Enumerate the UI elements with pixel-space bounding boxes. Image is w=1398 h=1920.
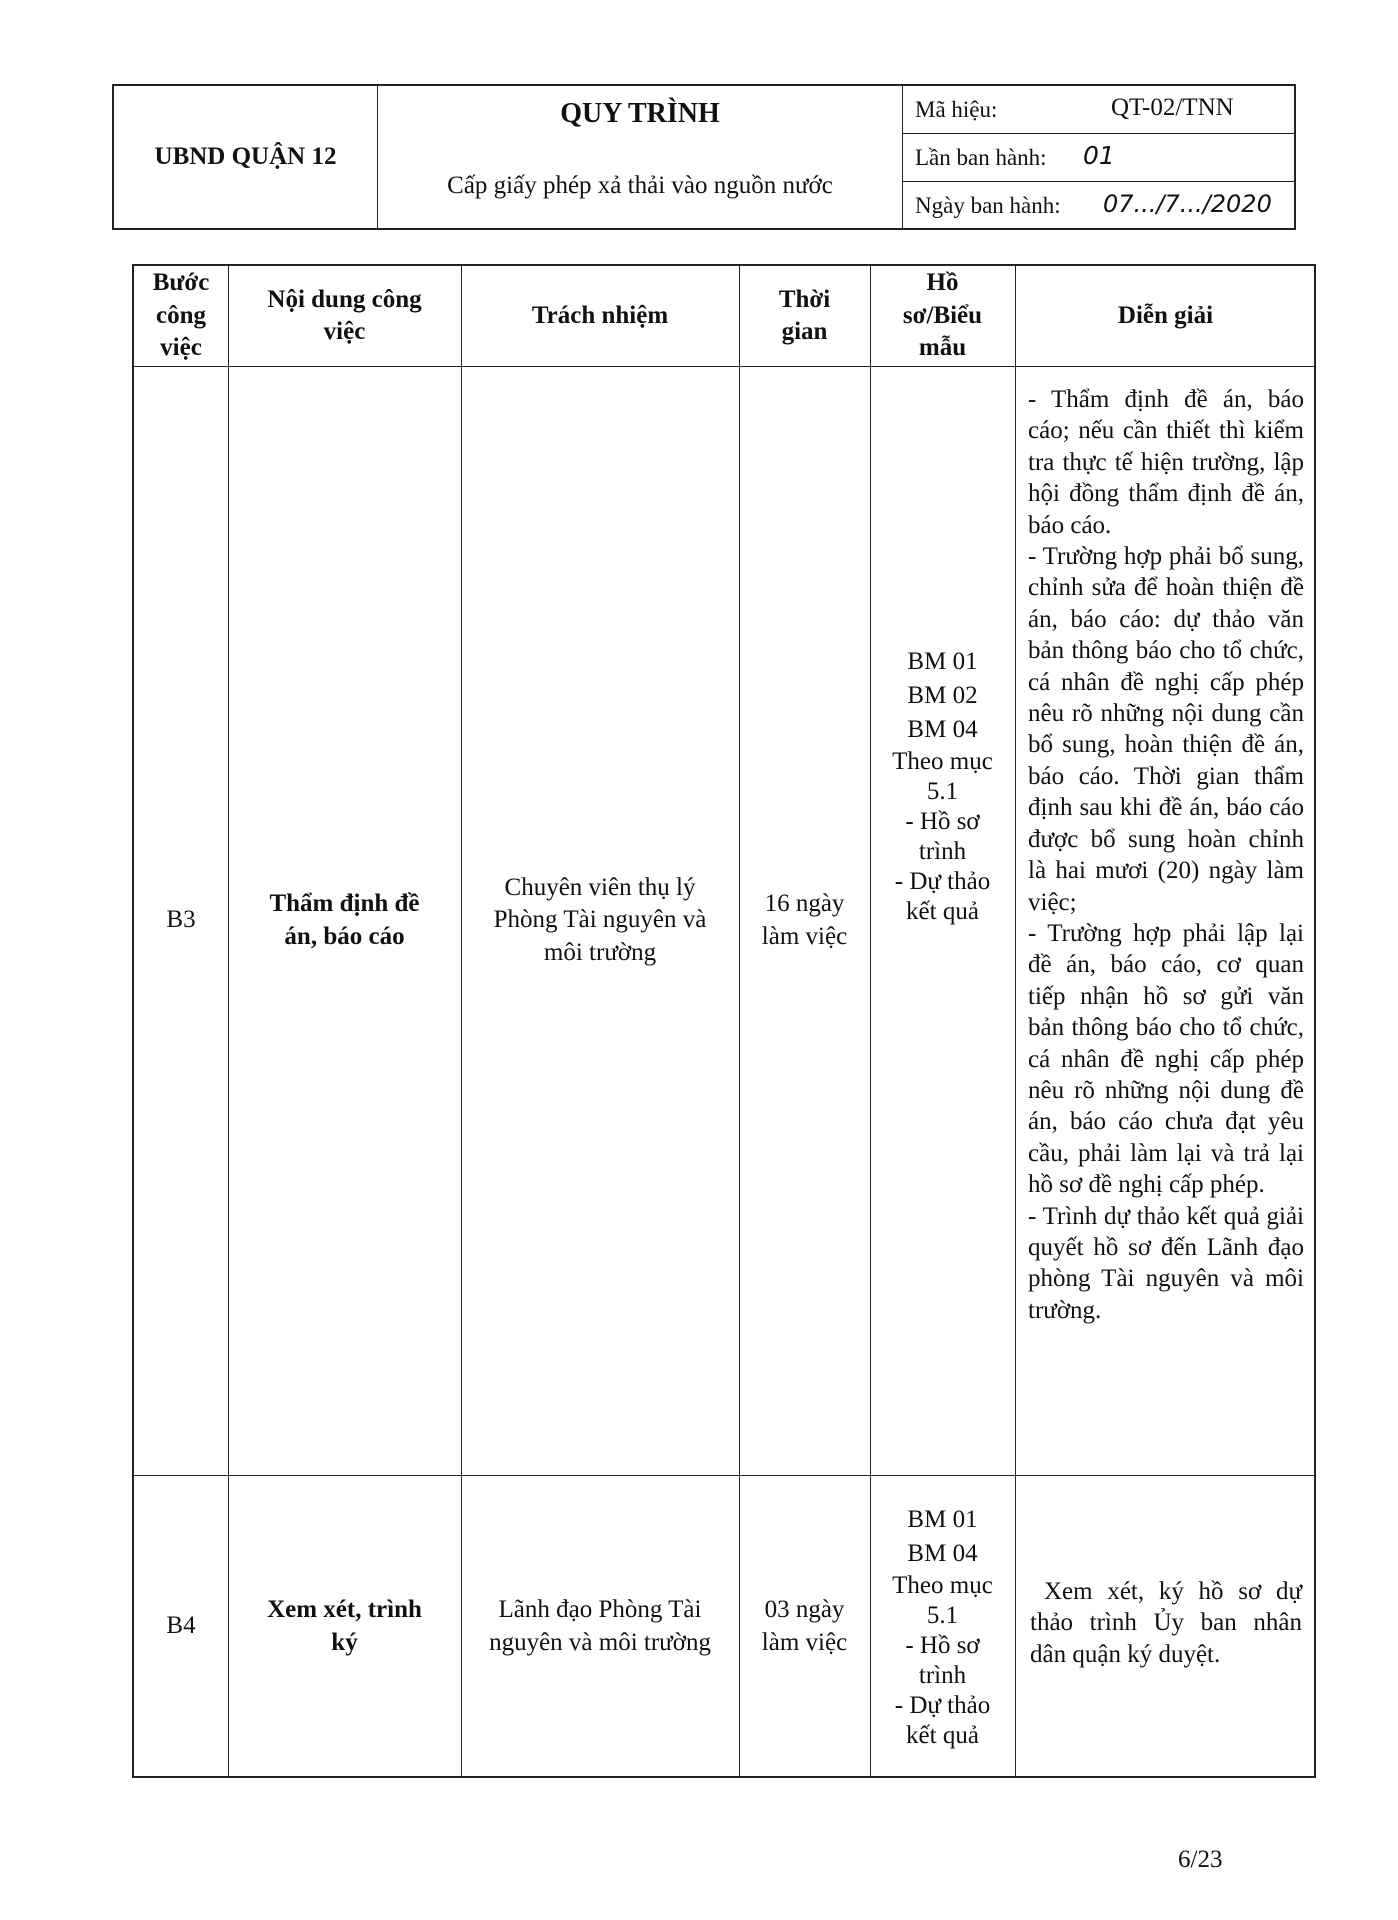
column-header-explanation: Diễn giải: [1117, 301, 1214, 329]
explanation-paragraph: Xem xét, ký hồ sơ dự thảo trình Ủy ban nhân dân quận ký duyệt.: [1030, 1578, 1302, 1668]
date-value: 07.../7.../2020: [1103, 190, 1272, 218]
form-item: BM 04: [907, 716, 978, 743]
code-value: QT-02/TNN: [1111, 94, 1234, 121]
title-cell: [378, 86, 903, 228]
form-item: - Hồ sơ trình: [905, 1631, 980, 1689]
column-header-step: Bước công việc: [152, 269, 210, 362]
column-header-responsibility: Trách nhiệm: [531, 301, 669, 329]
meta-cell: [903, 86, 1294, 228]
document-header: [112, 84, 1296, 230]
page-number: 6/23: [1178, 1846, 1223, 1873]
date-label: Ngày ban hành:: [915, 193, 1061, 218]
date-row: [903, 182, 1294, 230]
form-item: - Hồ sơ trình: [905, 808, 980, 865]
form-item: Theo mục 5.1: [892, 748, 993, 805]
forms-b3: [870, 636, 1015, 936]
procedure-table: [132, 264, 1316, 1778]
responsibility-b3: Chuyên viên thụ lý Phòng Tài nguyên và môi trường: [493, 873, 707, 966]
explanation-paragraph: - Trường hợp phải bổ sung, chỉnh sửa để hoàn thiện đề án, báo cáo: dự thảo văn bản thông báo cho tổ chức, cá nhân đề nghị cấp phép nêu rõ những nội dung cần bổ sung, hoàn thiện đề án, báo cáo. Thời gian thẩm định sau khi đề án, báo cáo được bổ sung hoàn chỉnh là hai mươi (20) ngày làm việc;: [1028, 543, 1304, 916]
code-label: Mã hiệu:: [915, 96, 998, 122]
form-item: BM 01: [907, 1505, 978, 1533]
explanation-b3: [1028, 384, 1304, 1326]
document-subtitle: Cấp giấy phép xả thải vào nguồn nước: [447, 172, 833, 199]
time-b4: 03 ngày làm việc: [761, 1596, 848, 1656]
form-item: Theo mục 5.1: [892, 1571, 993, 1629]
column-header-time: Thời gian: [778, 285, 831, 345]
content-b4: Xem xét, trình ký: [267, 1596, 422, 1656]
form-item: BM 01: [907, 648, 978, 675]
code-row: [903, 86, 1294, 134]
form-item: - Dự thảo kết quả: [894, 868, 991, 925]
content-b3: Thẩm định đề án, báo cáo: [269, 890, 420, 950]
issue-row: [903, 134, 1294, 182]
document-title: QUY TRÌNH: [560, 98, 720, 129]
explanation-paragraph: - Thẩm định đề án, báo cáo; nếu cần thiết thì kiểm tra thực tế hiện trường, lập hội đồng thẩm định đề án, báo cáo.: [1028, 386, 1304, 539]
responsibility-b4: Lãnh đạo Phòng Tài nguyên và môi trường: [489, 1596, 711, 1656]
forms-list: [870, 645, 1015, 927]
forms-list: [870, 1503, 1015, 1751]
step-b4: B4: [166, 1612, 196, 1640]
explanation-b4: [1030, 1576, 1302, 1670]
forms-b4: [870, 1475, 1015, 1778]
column-divider: [1015, 266, 1016, 1776]
step-b3: B3: [166, 906, 196, 934]
column-header-forms: Hồ sơ/Biểu mẫu: [902, 269, 983, 362]
explanation-paragraph: - Trường hợp phải lập lại đề án, báo cáo, cơ quan tiếp nhận hồ sơ gửi văn bản thông báo cho tổ chức, cá nhân đề nghị cấp phép nêu rõ những nội dung đề án, báo cáo chưa đạt yêu cầu, phải làm lại và trả lại hồ sơ đề nghị cấp phép.: [1028, 919, 1304, 1199]
organization-name: UBND QUẬN 12: [114, 86, 378, 228]
form-item: - Dự thảo kết quả: [894, 1691, 991, 1749]
explanation-paragraph: - Trình dự thảo kết quả giải quyết hồ sơ đến Lãnh đạo phòng Tài nguyên và môi trường.: [1028, 1202, 1304, 1324]
form-item: BM 02: [907, 682, 978, 709]
column-header-content: Nội dung công việc: [267, 285, 422, 345]
time-b3: 16 ngày làm việc: [761, 890, 848, 950]
issue-label: Lần ban hành:: [915, 144, 1047, 170]
issue-value: 01: [1083, 141, 1115, 170]
form-item: BM 04: [907, 1539, 978, 1567]
